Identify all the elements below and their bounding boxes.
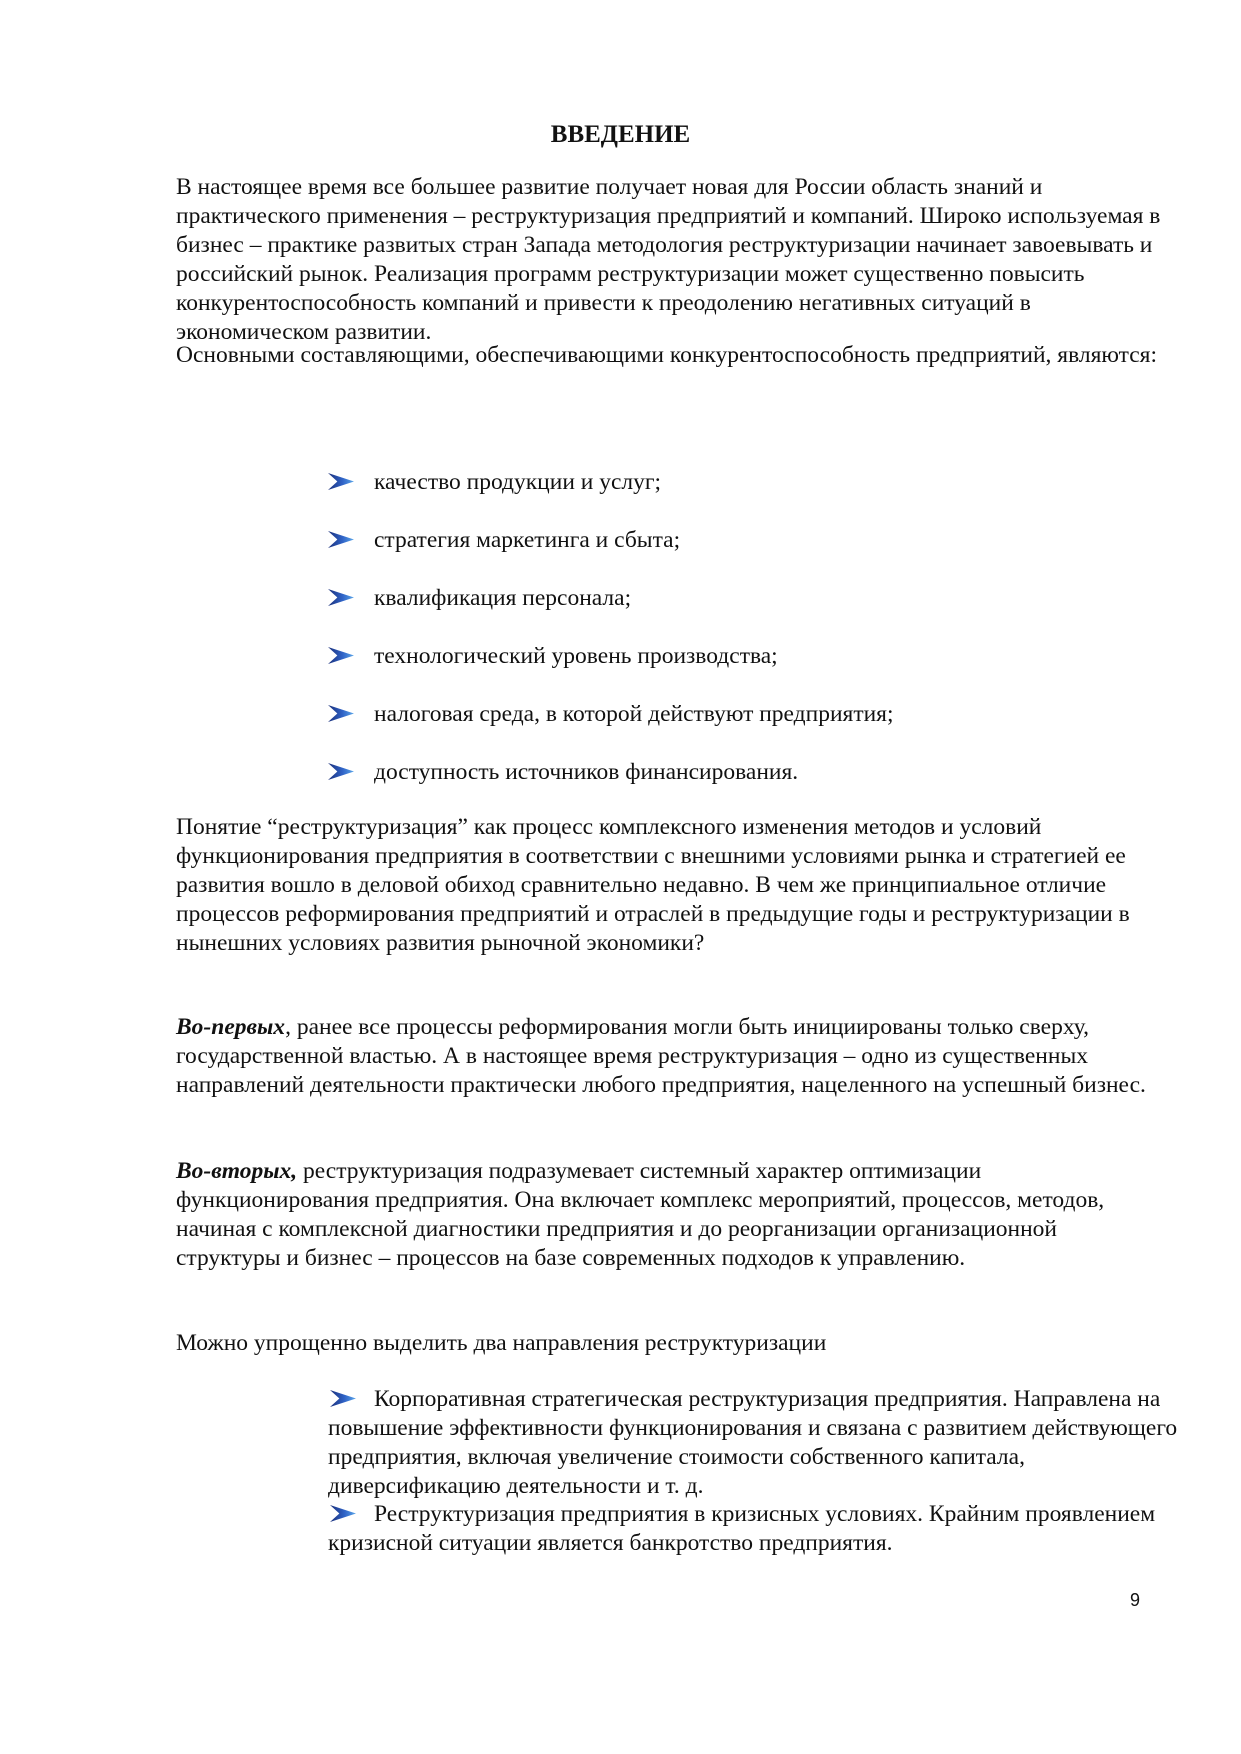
direction-item-text: Реструктуризация предприятия в кризисных условиях. Крайним проявлением кризисной ситуации является банкротство предприятия. [328,1501,1156,1556]
arrow-bullet-icon [328,531,354,548]
list-item-text: качество продукции и услуг; [374,469,662,495]
intro-paragraph: В настоящее время все большее развитие получает новая для России область знаний и практического применения – реструктуризация предприятий и компаний. Широко используемая в бизнес – практике развитых стран Запада методология реструктуризации начинает завоевывать и российский рынок. Реализация программ реструктуризации может существенно повысить конкурентоспособность компаний и привести к преодолению негативных ситуаций в экономическом развитии. [176,174,1161,345]
page-number: 9 [1130,1590,1141,1610]
second-point-lead: Во-вторых, [176,1158,298,1184]
list-item [328,640,894,698]
arrow-bullet-icon [328,705,354,722]
first-point-lead: Во-первых [176,1014,286,1040]
list-item-text: стратегия маркетинга и сбыта; [374,527,681,553]
list-item [328,524,894,582]
first-point-paragraph [176,1013,1166,1100]
page-title: ВВЕДЕНИЕ [550,121,691,148]
list-item [328,756,894,814]
arrow-bullet-icon [330,1505,356,1522]
components-lead-paragraph: Основными составляющими, обеспечивающими конкурентоспособность предприятий, являются: [176,342,1157,368]
second-point-text: реструктуризация подразумевает системный характер оптимизации функционирования предприятия. Она включает комплекс мероприятий, процессов, методов, начиная с комплексной диагностики предприятия и до реорганизации организационной структуры и бизнес – процессов на базе современных подходов к управлению. [176,1158,1105,1271]
arrow-bullet-icon [330,1390,356,1407]
list-item-text: налоговая среда, в которой действуют предприятия; [374,701,894,727]
direction-item [328,1500,1178,1558]
direction-item [328,1385,1178,1501]
list-item [328,698,894,756]
list-item [328,466,894,524]
components-list [328,466,894,814]
arrow-bullet-icon [328,763,354,780]
list-item [328,582,894,640]
arrow-bullet-icon [328,647,354,664]
list-item-text: технологический уровень производства; [374,643,778,669]
second-point-paragraph [176,1157,1166,1273]
list-item-text: доступность источников финансирования. [374,759,799,785]
concept-paragraph: Понятие “реструктуризация” как процесс комплексного изменения методов и условий функционирования предприятия в соответствии с внешними условиями рынка и стратегией ее развития вошло в деловой обиход сравнительно недавно. В чем же принципиальное отличие процессов реформирования предприятий и отраслей в предыдущие годы и реструктуризации в нынешних условиях развития рыночной экономики? [176,814,1130,956]
arrow-bullet-icon [328,473,354,490]
directions-lead-paragraph: Можно упрощенно выделить два направления реструктуризации [176,1330,827,1356]
direction-item-text: Корпоративная стратегическая реструктуризация предприятия. Направлена на повышение эффективности функционирования и связана с развитием действующего предприятия, включая увеличение стоимости собственного капитала, диверсификацию деятельности и т. д. [328,1386,1178,1499]
list-item-text: квалификация персонала; [374,585,632,611]
first-point-text: , ранее все процессы реформирования могли быть инициированы только сверху, государственной властью. А в настоящее время реструктуризация – одно из существенных направлений деятельности практически любого предприятия, нацеленного на успешный бизнес. [176,1014,1146,1098]
arrow-bullet-icon [328,589,354,606]
